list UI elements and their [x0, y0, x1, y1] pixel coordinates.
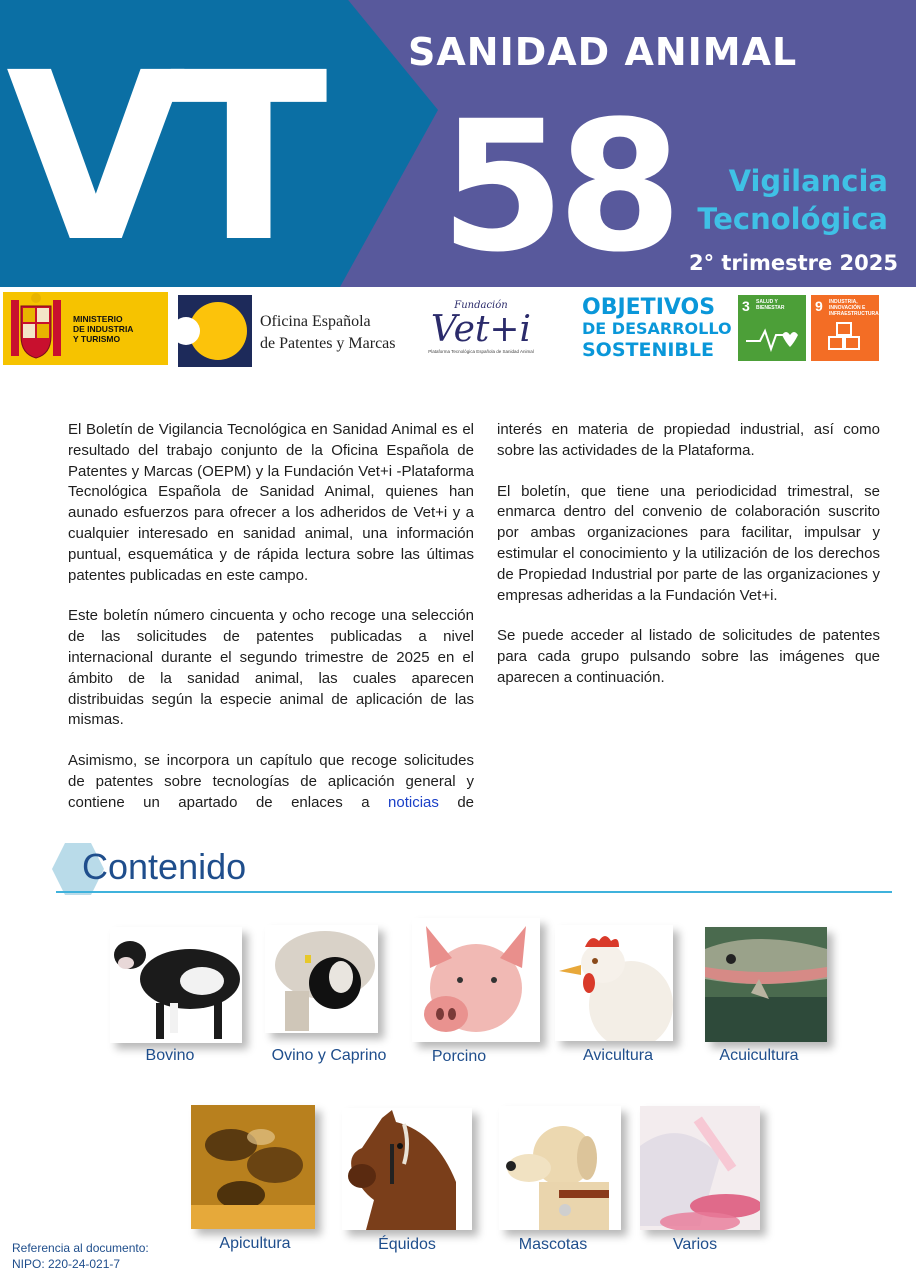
category-label[interactable]: Varios: [672, 1236, 718, 1253]
vet-logo: [420, 300, 542, 354]
intro-paragraph-2: Este boletín número cincuenta y ocho recoge una selección de las solicitudes de patentes publicadas a nivel internacional durante el segundo trimestre de 2025 en el ámbito de la sanidad animal, las cuales aparecen distribuidas según la especie animal de aplicación de las mismas.: [68, 607, 474, 729]
intro-paragraph-5: El boletín, que tiene una periodicidad trimestral, se enmarca dentro del convenio de colaboración suscrito por ambas organizaciones para facilitar, impulsar y estimular el conocimiento y la utilización de los derechos de Propiedad Industrial por parte de las organizaciones y empresas adheridas a la Fundación Vet+i.: [497, 482, 880, 604]
bees-photo[interactable]: [191, 1105, 315, 1229]
vet-fundacion-text: Fundación: [454, 300, 508, 311]
quarter-label: 2° trimestre 2025: [688, 251, 898, 275]
ods-3-number: 3: [742, 298, 750, 314]
nipo-code: NIPO: 220-24-021-7: [12, 1257, 121, 1271]
subtitle: [697, 162, 888, 238]
intro-paragraph-4: interés en materia de propiedad industrial, así como sobre las actividades de la Plataforma.: [497, 421, 880, 459]
vet-name-text: Vet+i: [430, 309, 532, 350]
ods-9-label: INDUSTRIA, INNOVACIÓN E INFRAESTRUCTURA: [829, 299, 879, 317]
vt-logo-text: VT: [6, 23, 312, 287]
ods-line-1: OBJETIVOS: [582, 295, 716, 320]
oepm-line-1: Oficina Española: [260, 313, 371, 330]
partner-logos: [0, 287, 916, 375]
cubes-icon: [811, 295, 879, 361]
chicken-photo[interactable]: [555, 925, 673, 1041]
oepm-line-2: de Patentes y Marcas: [260, 335, 396, 352]
ods-logo: [582, 297, 732, 361]
ods-9-badge: [811, 295, 879, 361]
ods-3-badge: [738, 295, 806, 361]
horse-photo[interactable]: [342, 1108, 472, 1230]
category-label[interactable]: Avicultura: [583, 1047, 653, 1064]
intro-paragraph-3: [68, 751, 474, 813]
intro-paragraph-6: Se puede acceder al listado de solicitudes de patentes para cada grupo pulsando sobre las imágenes que aparecen a continuación.: [497, 627, 880, 686]
issue-number: 58: [440, 83, 675, 287]
pig-photo[interactable]: [412, 918, 540, 1042]
oepm-logo-icon: [178, 295, 252, 367]
sheep-photo[interactable]: [265, 925, 378, 1033]
category-label[interactable]: Apicultura: [219, 1235, 291, 1252]
intro-paragraph-3-end: de: [457, 793, 475, 811]
header-banner: [0, 0, 916, 287]
ods-3-label: SALUD Y BIENESTAR: [756, 299, 785, 311]
ministerio-text: [73, 314, 133, 344]
subtitle-line-1: Vigilancia: [728, 164, 888, 198]
ods-9-number: 9: [815, 298, 823, 314]
intro-paragraph-1: El Boletín de Vigilancia Tecnológica en Sanidad Animal es el resultado del trabajo conjunto de la Oficina Española de Patentes y Marcas (OEPM) y la Fundación Vet+i -Plataforma Tecnológica Española de Sanidad Animal, quienes han aunado esfuerzos para ofrecer a los adheridos de Vet+i y a cualquier interesado en sanidad animal, una información puntual, esquemática y de rápida lectura sobre las últimas patentes publicadas en este campo.: [68, 421, 474, 584]
intro-left-column: [68, 420, 474, 834]
vet-subtitle-text: Plataforma Tecnológica Española de Sanidad Animal: [428, 349, 534, 354]
ministerio-logo: [3, 292, 168, 365]
ministerio-line-3: Y TURISMO: [73, 334, 121, 344]
publication-title: SANIDAD ANIMAL: [408, 30, 798, 74]
category-label[interactable]: Bovino: [145, 1047, 195, 1064]
subtitle-line-2: Tecnológica: [697, 202, 888, 236]
contents-heading: Contenido: [82, 846, 247, 887]
heartbeat-icon: [738, 295, 806, 361]
document-reference: [12, 1240, 149, 1272]
category-label[interactable]: Mascotas: [518, 1236, 588, 1253]
dog-photo[interactable]: [499, 1106, 621, 1230]
ministerio-line-1: MINISTERIO: [73, 314, 123, 324]
category-label[interactable]: Porcino: [431, 1048, 487, 1065]
laboratory-photo[interactable]: [640, 1106, 760, 1230]
intro-paragraph-3-text: Asimismo, se incorpora un capítulo que recoge solicitudes de patentes sobre tecnologías de aplicación general y contiene un apartado de enlaces a: [68, 752, 474, 811]
category-label[interactable]: Acuicultura: [719, 1047, 799, 1064]
intro-right-column: [497, 420, 880, 709]
trout-photo[interactable]: [705, 927, 827, 1042]
contents-divider: [56, 891, 892, 893]
noticias-link[interactable]: noticias: [388, 793, 439, 811]
ods-line-3: SOSTENIBLE: [582, 339, 714, 361]
cow-photo[interactable]: [110, 927, 242, 1043]
oepm-name: [260, 311, 396, 355]
category-label[interactable]: Ovino y Caprino: [271, 1047, 387, 1064]
coat-of-arms-icon: [3, 292, 69, 365]
ods-line-2: DE DESARROLLO: [582, 319, 732, 338]
ministerio-line-2: DE INDUSTRIA: [73, 324, 134, 334]
category-label[interactable]: Équidos: [378, 1236, 436, 1253]
reference-label: Referencia al documento:: [12, 1241, 149, 1255]
